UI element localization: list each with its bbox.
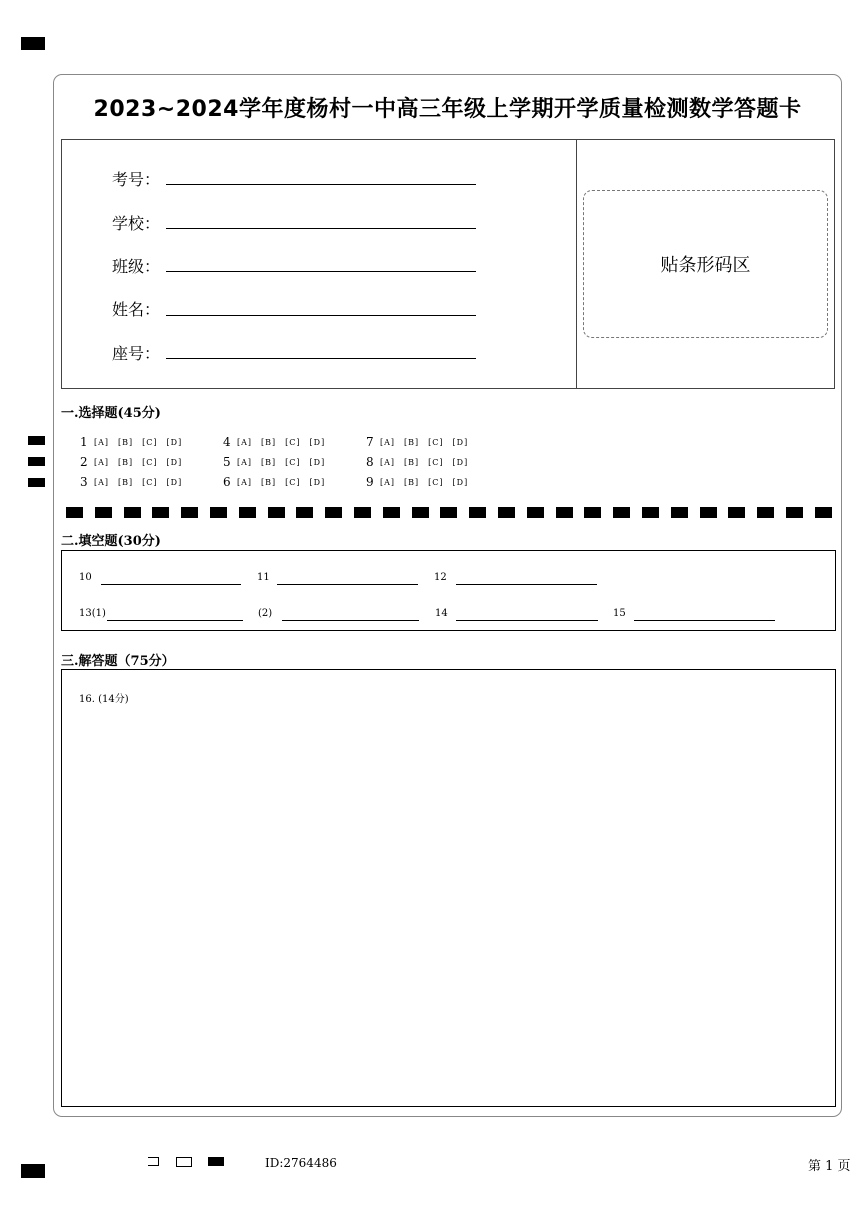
option-b[interactable]: [B] [261, 437, 277, 447]
option-b[interactable]: [B] [404, 437, 420, 447]
mc-question [80, 435, 223, 449]
q13-2-answer-line[interactable] [282, 620, 419, 621]
timing-mark [95, 507, 112, 518]
hollow-square-mark [176, 1157, 192, 1167]
q11-label: 11 [257, 572, 270, 583]
timing-mark [642, 507, 659, 518]
card-id: ID:2764486 [265, 1156, 337, 1170]
timing-mark [728, 507, 745, 518]
timing-mark [613, 507, 630, 518]
option-b[interactable]: [B] [261, 457, 277, 467]
timing-mark [181, 507, 198, 518]
timing-mark [239, 507, 256, 518]
q15-label: 15 [613, 608, 626, 619]
seat-number-field[interactable] [166, 358, 476, 359]
timing-mark [440, 507, 457, 518]
timing-mark [124, 507, 141, 518]
info-divider [576, 139, 577, 389]
mc-row [80, 453, 509, 471]
q10-label: 10 [79, 572, 92, 583]
timing-mark [28, 457, 45, 466]
option-d[interactable]: [D] [166, 477, 183, 487]
option-d[interactable]: [D] [309, 457, 326, 467]
timing-mark [210, 507, 227, 518]
answer-area-q16[interactable] [61, 669, 836, 1107]
option-b[interactable]: [B] [118, 477, 134, 487]
exam-number-label: 考号： [112, 170, 161, 189]
question-number: 6 [223, 475, 231, 489]
question-number: 4 [223, 435, 231, 449]
question-number: 8 [366, 455, 374, 469]
option-d[interactable]: [D] [166, 437, 183, 447]
option-d[interactable]: [D] [452, 457, 469, 467]
option-d[interactable]: [D] [452, 437, 469, 447]
mc-question [223, 435, 366, 449]
mc-question [80, 455, 223, 469]
section-fill-blank-title: 二.填空题(30分) [61, 534, 161, 549]
question-number: 3 [80, 475, 88, 489]
mc-row [80, 433, 509, 451]
mc-question [80, 475, 223, 489]
option-d[interactable]: [D] [309, 477, 326, 487]
mc-question [223, 455, 366, 469]
timing-mark [815, 507, 832, 518]
timing-mark [700, 507, 717, 518]
option-c[interactable]: [C] [142, 477, 158, 487]
option-c[interactable]: [C] [285, 477, 301, 487]
class-field[interactable] [166, 271, 476, 272]
option-d[interactable]: [D] [309, 437, 326, 447]
mc-question [366, 455, 509, 469]
timing-mark [671, 507, 688, 518]
q12-answer-line[interactable] [456, 584, 597, 585]
section-solve-title: 三.解答题（75分） [61, 654, 175, 669]
q12-label: 12 [434, 572, 447, 583]
option-b[interactable]: [B] [118, 457, 134, 467]
timing-mark [412, 507, 429, 518]
q14-label: 14 [435, 608, 448, 619]
option-a[interactable]: [A] [380, 437, 396, 447]
exam-number-field[interactable] [166, 184, 476, 185]
timing-mark [757, 507, 774, 518]
option-a[interactable]: [A] [380, 477, 396, 487]
option-a[interactable]: [A] [237, 437, 253, 447]
barcode-area [583, 190, 828, 338]
timing-mark [527, 507, 544, 518]
section-multiple-choice-title: 一.选择题(45分) [61, 406, 161, 421]
timing-mark [354, 507, 371, 518]
timing-mark [152, 507, 169, 518]
name-field[interactable] [166, 315, 476, 316]
question-number: 9 [366, 475, 374, 489]
barcode-label: 贴条形码区 [660, 255, 751, 276]
timing-mark [383, 507, 400, 518]
name-label: 姓名： [112, 300, 161, 319]
mc-question [366, 435, 509, 449]
timing-mark [584, 507, 601, 518]
q11-answer-line[interactable] [277, 584, 418, 585]
school-field[interactable] [166, 228, 476, 229]
question-number: 2 [80, 455, 88, 469]
q15-answer-line[interactable] [634, 620, 775, 621]
timing-mark [469, 507, 486, 518]
option-d[interactable]: [D] [452, 477, 469, 487]
option-a[interactable]: [A] [380, 457, 396, 467]
option-a[interactable]: [A] [237, 457, 253, 467]
page-title: 2023~2024学年度杨村一中高三年级上学期开学质量检测数学答题卡 [93, 97, 802, 122]
mc-question [223, 475, 366, 489]
mc-question [366, 475, 509, 489]
q13-1-answer-line[interactable] [107, 620, 243, 621]
option-a[interactable]: [A] [94, 457, 110, 467]
option-d[interactable]: [D] [166, 457, 183, 467]
option-c[interactable]: [C] [142, 437, 158, 447]
option-a[interactable]: [A] [237, 477, 253, 487]
q10-answer-line[interactable] [101, 584, 241, 585]
option-b[interactable]: [B] [261, 477, 277, 487]
mc-row [80, 473, 509, 491]
option-c[interactable]: [C] [285, 437, 301, 447]
timing-mark [325, 507, 342, 518]
registration-mark-bottom-left [21, 1164, 45, 1178]
option-c[interactable]: [C] [142, 457, 158, 467]
option-c[interactable]: [C] [428, 477, 444, 487]
option-c[interactable]: [C] [285, 457, 301, 467]
option-a[interactable]: [A] [94, 477, 110, 487]
option-c[interactable]: [C] [428, 437, 444, 447]
option-b[interactable]: [B] [118, 437, 134, 447]
timing-mark [296, 507, 313, 518]
q13-2-label: (2) [258, 608, 273, 619]
option-b[interactable]: [B] [404, 477, 420, 487]
timing-mark [556, 507, 573, 518]
timing-mark [28, 478, 45, 487]
option-c[interactable]: [C] [428, 457, 444, 467]
bracket-mark [148, 1157, 159, 1166]
timing-track [66, 507, 832, 518]
question-number: 7 [366, 435, 374, 449]
q16-label: 16. (14分) [79, 694, 129, 705]
seat-number-label: 座号： [112, 344, 161, 363]
timing-mark [28, 436, 45, 445]
question-number: 5 [223, 455, 231, 469]
fill-blank-box [61, 550, 836, 631]
option-b[interactable]: [B] [404, 457, 420, 467]
solid-square-mark [208, 1157, 224, 1166]
class-label: 班级： [112, 257, 161, 276]
q14-answer-line[interactable] [456, 620, 598, 621]
timing-mark [66, 507, 83, 518]
q13-1-label: 13(1) [79, 608, 106, 619]
registration-mark-top-left [21, 37, 45, 50]
timing-mark [498, 507, 515, 518]
question-number: 1 [80, 435, 88, 449]
timing-mark [268, 507, 285, 518]
timing-mark [786, 507, 803, 518]
option-a[interactable]: [A] [94, 437, 110, 447]
page-number: 第 1 页 [808, 1159, 851, 1174]
school-label: 学校： [112, 214, 161, 233]
